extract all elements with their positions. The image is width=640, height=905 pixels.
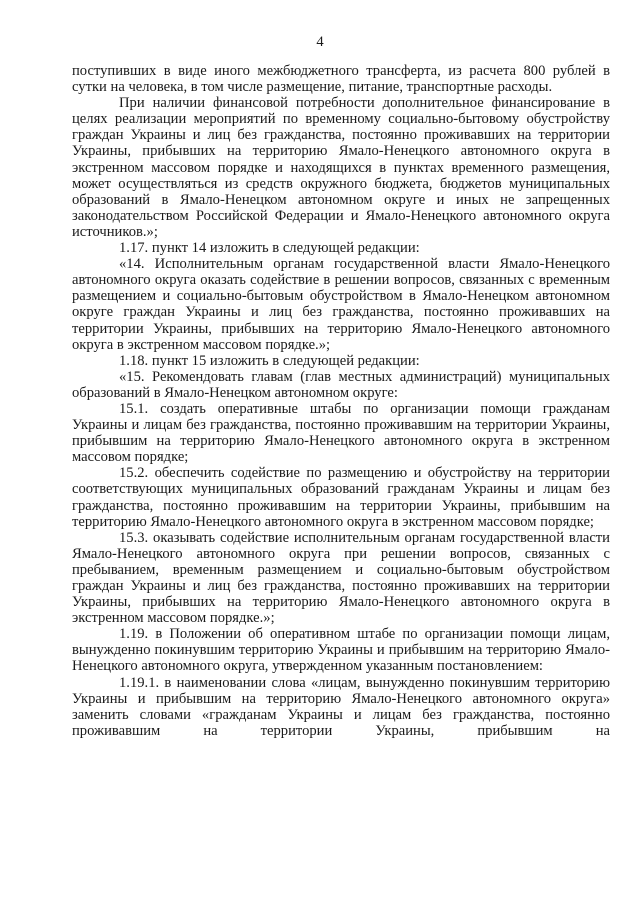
paragraph-9: 15.3. оказывать содействие исполнительным органам государственной власти Ямало-Ненецкого автономного округа при решении вопросов, связанных с пребыванием, временным размещением и социально-бытовым обустройством граждан Украины и лиц без гражданства, постоянно проживавших на территории Украины, прибывших на территорию Ямало-Ненецкого автономного округа в экстренном массовом порядке.»; bbox=[72, 529, 610, 627]
paragraph-11: 1.19.1. в наименовании слова «лицам, вынужденно покинувшим территорию Украины и прибывшим на территорию Ямало-Ненецкого автономного округа» заменить словами «гражданам Украины и лицам без гражданства, постоянно проживавшим на территории Украины, прибывшим на bbox=[72, 674, 610, 739]
paragraph-8: 15.2. обеспечить содействие по размещению и обустройству на территории соответствующих муниципальных образований гражданам Украины и лицам без гражданства, постоянно проживавшим на территории Украины, прибывшим на территорию Ямало-Ненецкого автономного округа в экстренном массовом порядке; bbox=[72, 465, 610, 530]
paragraph-6: «15. Рекомендовать главам (глав местных администраций) муниципальных образований в Ямало-Ненецком автономном округе: bbox=[72, 368, 610, 401]
paragraph-5: 1.18. пункт 15 изложить в следующей редакции: bbox=[119, 352, 420, 369]
paragraph-1: поступивших в виде иного межбюджетного трансферта, из расчета 800 рублей в сутки на человека, в том числе размещение, питание, транспортные расходы. bbox=[72, 63, 610, 96]
page-number: 4 bbox=[316, 34, 324, 50]
paragraph-4: «14. Исполнительным органам государственной власти Ямало-Ненецкого автономного округа оказать содействие в решении вопросов, связанных с временным размещением и социально-бытовым обустройством в Ямало-Ненецком автономном округе граждан Украины и лиц без гражданства, постоянно проживавших на территории Украины, прибывших на территорию Ямало-Ненецкого автономного округа в экстренном массовом порядке.»; bbox=[72, 256, 610, 353]
paragraph-7: 15.1. создать оперативные штабы по организации помощи гражданам Украины и лицам без гражданства, постоянно проживавшим на территории Украины, прибывшим на территорию Ямало-Ненецкого автономного округа в экстренном массовом порядке; bbox=[72, 400, 610, 466]
paragraph-10: 1.19. в Положении об оперативном штабе по организации помощи лицам, вынужденно покинувшим территорию Украины и прибывшим на территорию Ямало-Ненецкого автономного округа, утвержденном указанным постановлением: bbox=[72, 626, 610, 675]
paragraph-2: При наличии финансовой потребности дополнительное финансирование в целях реализации мероприятий по временному социально-бытовому обустройству граждан Украины и лиц без гражданства, постоянно проживавших на территории Украины, прибывших на территорию Ямало-Ненецкого автономного округа в экстренном массовом порядке и находящихся в пунктах временного размещения, может осуществляться из средств окружного бюджета, бюджетов муниципальных образований в Ямало-Ненецком автономном округе и иных не запрещенных законодательством Российской Федерации и Ямало-Ненецкого автономного округа источников.»; bbox=[72, 95, 610, 240]
document-body bbox=[72, 63, 610, 739]
paragraph-3: 1.17. пункт 14 изложить в следующей редакции: bbox=[119, 240, 420, 257]
